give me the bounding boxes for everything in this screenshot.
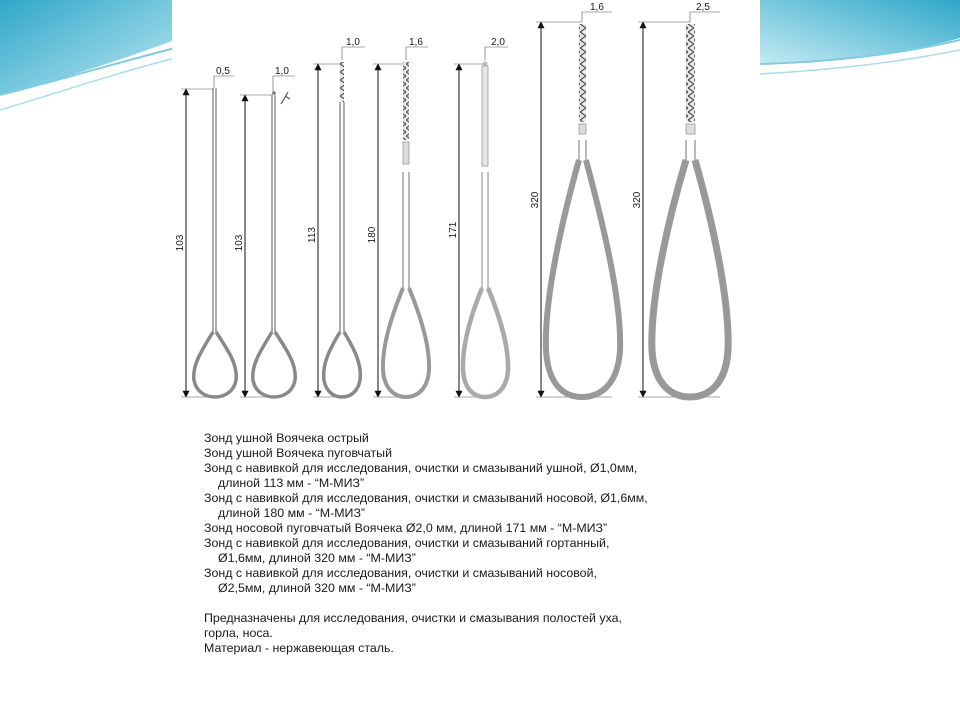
caption-item-7: Зонд с навивкой для исследования, очистки и смазываний носовой,: [204, 566, 597, 580]
caption-item-3: Зонд с навивкой для исследования, очистки и смазываний ушной, Ø1,0мм,: [204, 461, 638, 475]
probe-2: [234, 66, 295, 397]
probe-1-loop: [194, 332, 237, 397]
probe-6-shaft: [579, 140, 586, 160]
probe-5: [448, 37, 508, 397]
probe-3-loop: [324, 332, 361, 397]
probe-7-diameter-label: 2,5: [696, 2, 710, 13]
probe-5-loop: [463, 288, 508, 397]
probe-3: [307, 37, 365, 397]
caption-item-4: Зонд с навивкой для исследования, очистки и смазываний носовой, Ø1,6мм,: [204, 491, 648, 505]
probe-4-winding: [403, 62, 409, 140]
probe-1: [175, 66, 236, 397]
probe-4: [367, 37, 429, 397]
probe-5-shaft: [482, 172, 488, 288]
probe-2-shaft: [272, 95, 275, 332]
probe-2-diameter-label: 1,0: [275, 66, 289, 77]
probe-3-diameter-label: 1,0: [346, 37, 360, 48]
probe-3-length-label: 113: [307, 227, 318, 243]
probe-3-winding: [340, 62, 344, 102]
probe-3-shaft: [340, 102, 344, 332]
probe-5-diameter-label: 2,0: [491, 37, 505, 48]
probe-1-shaft: [213, 88, 216, 332]
caption-item-6-cont: Ø1,6мм, длиной 320 мм - “М-МИЗ”: [218, 551, 416, 565]
probe-7: [632, 2, 728, 397]
probe-4-length-label: 180: [367, 226, 378, 244]
left-swoosh-decoration: [0, 0, 175, 110]
probe-7-shaft: [686, 140, 695, 160]
probe-4-shaft: [403, 172, 409, 288]
material-line: Материал - нержавеющая сталь.: [204, 641, 394, 655]
caption-item-7-cont: Ø2,5мм, длиной 320 мм - “М-МИЗ”: [218, 581, 416, 595]
probe-7-length-label: 320: [632, 191, 643, 209]
probe-7-winding: [686, 24, 695, 122]
probe-2-tip-detail-icon: [281, 92, 290, 104]
caption-spacer: [204, 596, 752, 611]
content-sheet: [172, 0, 760, 720]
probe-2-length-label: 103: [234, 234, 245, 252]
right-swoosh-decoration: [760, 0, 960, 74]
caption-item-4-cont: длиной 180 мм - “М-МИЗ”: [218, 506, 366, 520]
probes-drawing: [172, 0, 760, 410]
purpose-line-1: Предназначены для исследования, очистки и смазывания полостей уха,: [204, 611, 622, 625]
probe-4-loop: [383, 288, 429, 397]
probe-7-loop: [652, 160, 728, 397]
probe-6-length-label: 320: [530, 191, 541, 209]
probe-1-diameter-label: 0,5: [216, 66, 230, 77]
product-caption: [204, 431, 752, 656]
caption-item-3-cont: длиной 113 мм - “М-МИЗ”: [218, 476, 365, 490]
probe-1-length-label: 103: [175, 234, 186, 252]
probe-6: [530, 2, 620, 397]
caption-item-2: Зонд ушной Воячека пуговчатый: [204, 446, 393, 460]
probe-6-loop: [546, 160, 620, 397]
purpose-line-2: горла, носа.: [204, 626, 273, 640]
probe-2-loop: [253, 332, 296, 397]
caption-item-5: Зонд носовой пуговчатый Воячека Ø2,0 мм, длиной 171 мм - “М-МИЗ”: [204, 521, 608, 535]
probe-6-winding: [579, 24, 586, 122]
caption-item-1: Зонд ушной Воячека острый: [204, 431, 369, 445]
probe-5-length-label: 171: [448, 221, 459, 239]
probe-6-diameter-label: 1,6: [590, 2, 604, 13]
probe-4-diameter-label: 1,6: [409, 37, 423, 48]
caption-item-6: Зонд с навивкой для исследования, очистки и смазываний гортанный,: [204, 536, 610, 550]
